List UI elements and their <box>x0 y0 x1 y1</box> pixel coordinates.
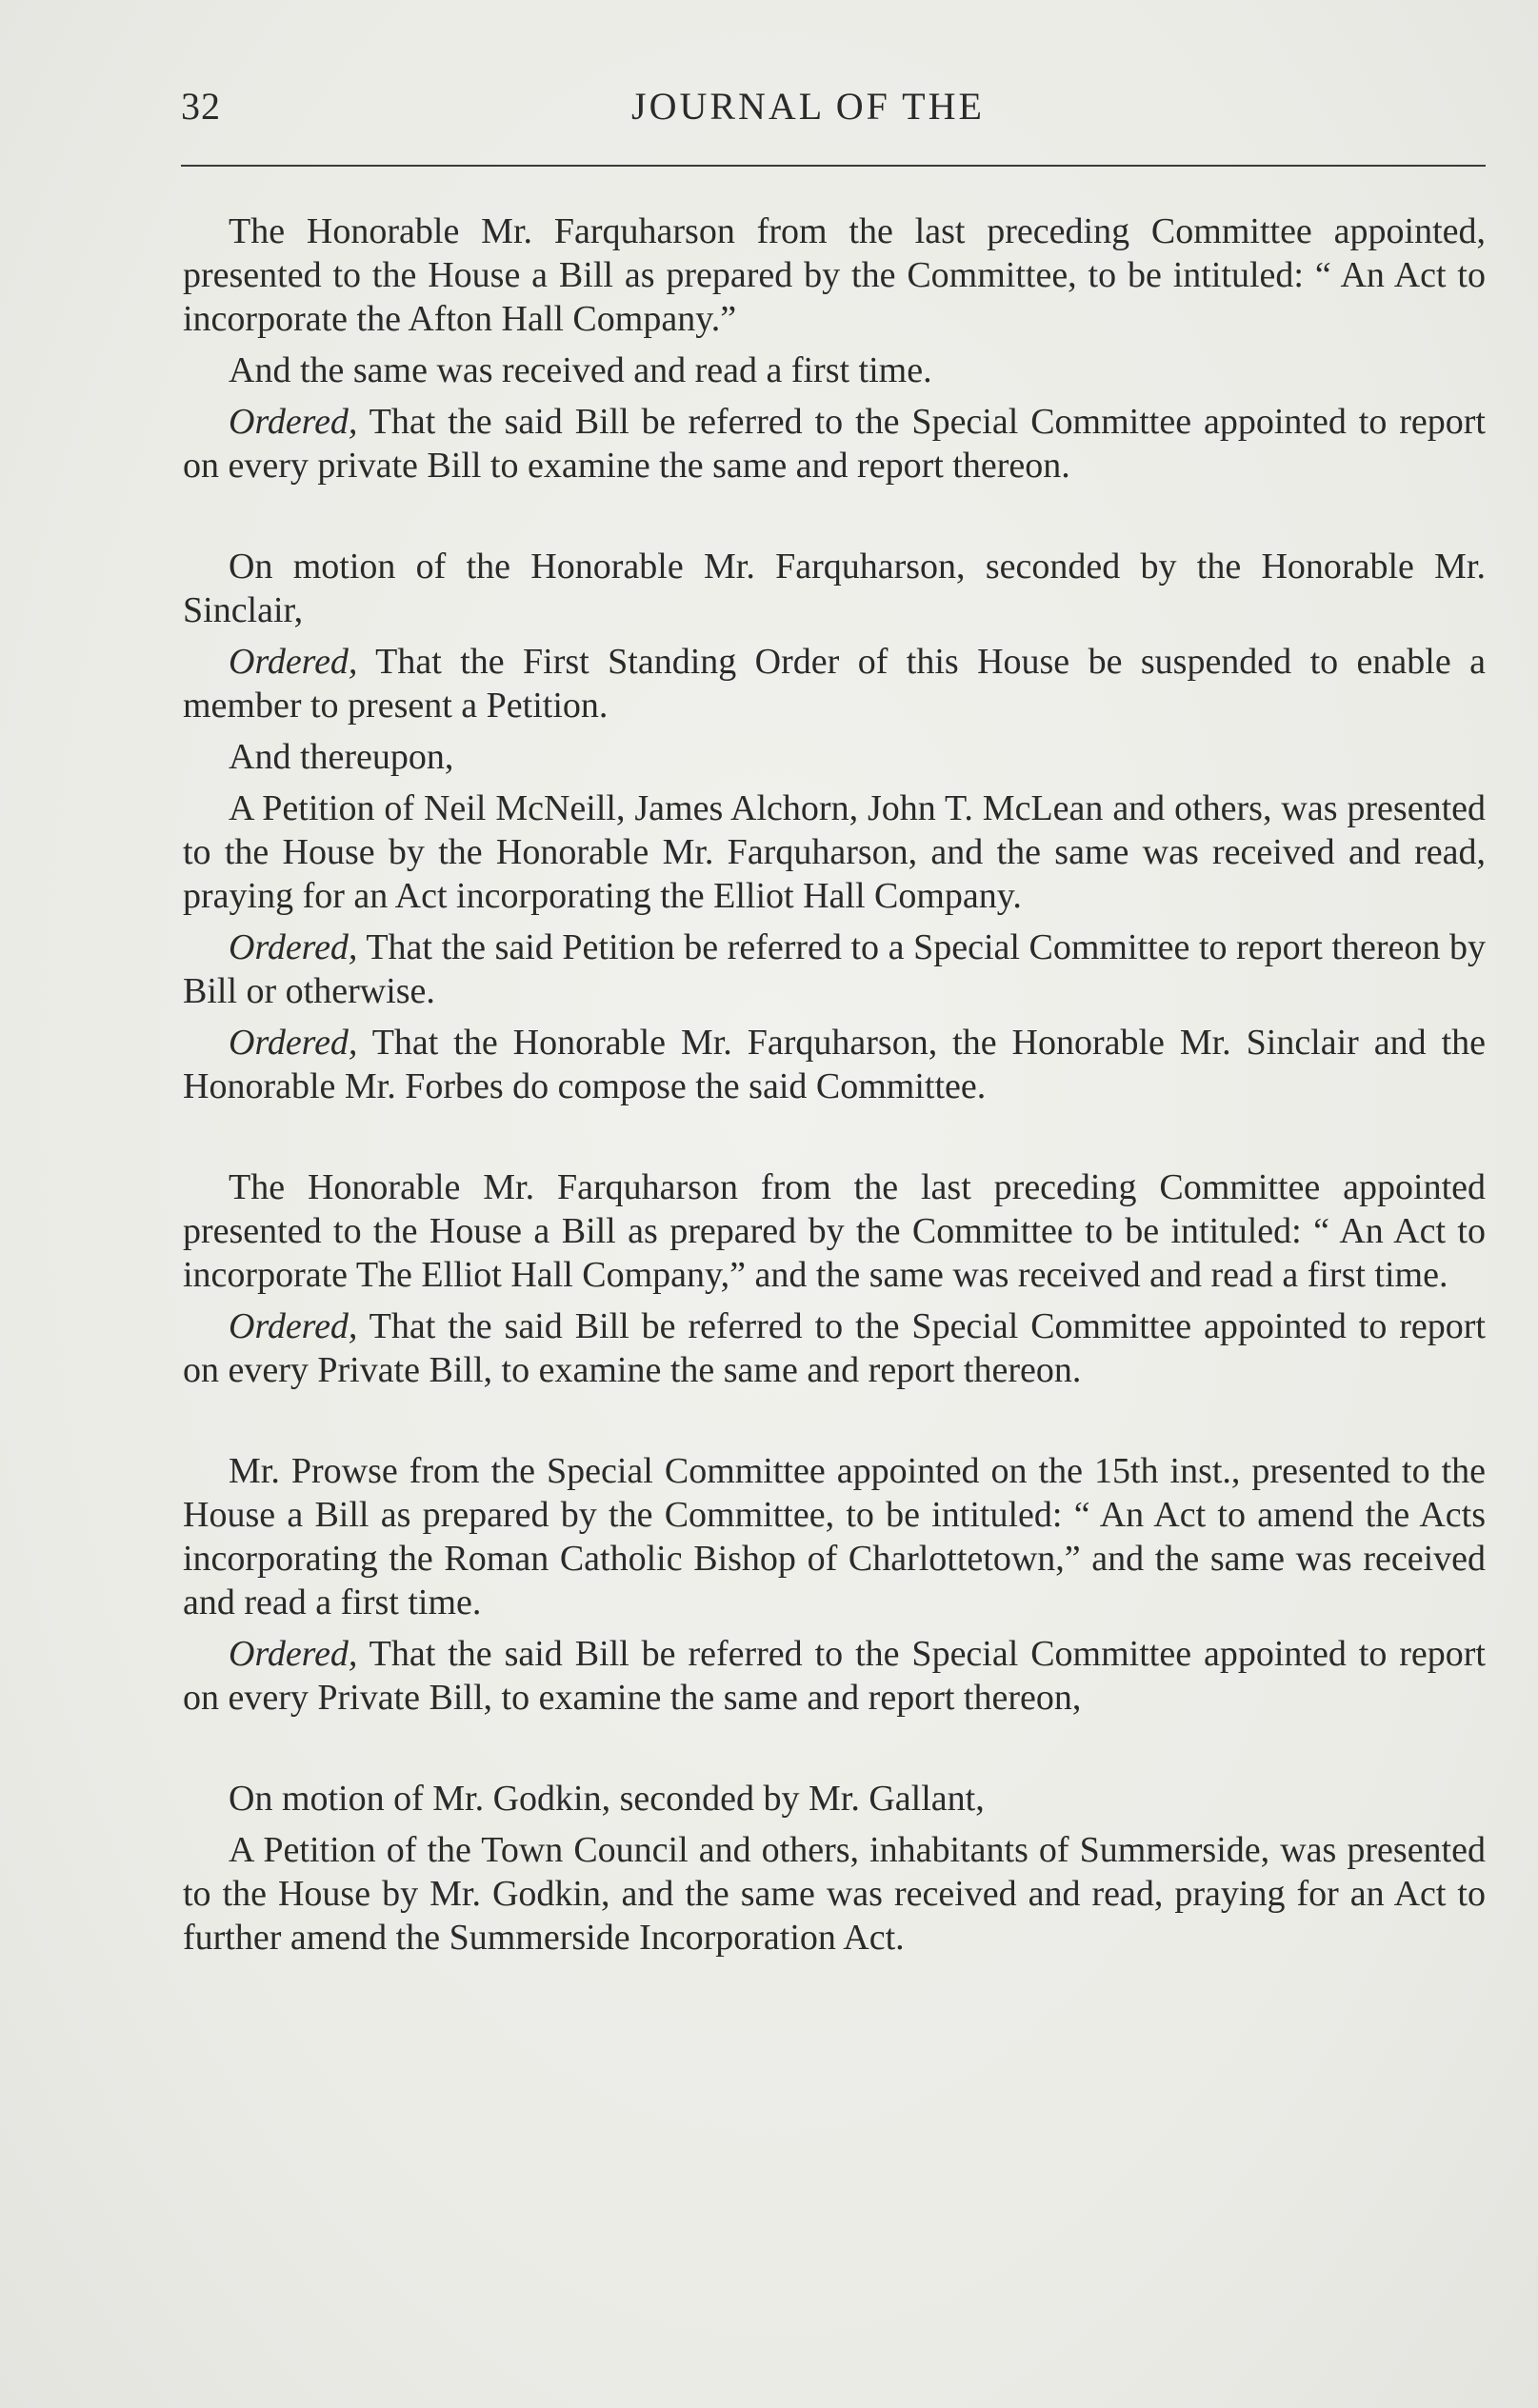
entry-paragraph <box>183 1165 1486 1297</box>
journal-entry <box>183 1777 1486 1960</box>
ordered-lead: Ordered, <box>229 642 358 682</box>
paragraph-text: On motion of the Honorable Mr. Farquharson, seconded by the Honorable Mr. Sinclair, <box>183 547 1486 630</box>
paragraph-text: That the said Petition be referred to a Special Committee to report thereon by Bill or otherwise. <box>183 927 1486 1011</box>
ordered-lead: Ordered, <box>229 927 358 967</box>
entry-paragraph <box>183 1449 1486 1624</box>
paragraph-text: Mr. Prowse from the Special Committee appointed on the 15th inst., presented to the House a Bill as prepared by the Committee, to be intituled: “ An Act to amend the Acts incorporating the Roman Catholic Bishop of Charlottetown,” and the same was received and read a first time. <box>183 1451 1486 1622</box>
paragraph-text: A Petition of the Town Council and others, inhabitants of Summerside, was presented to the House by Mr. Godkin, and the same was received and read, praying for an Act to further amend the Summerside Incorporation Act. <box>183 1830 1486 1958</box>
entry-paragraph <box>183 348 1486 392</box>
ordered-lead: Ordered, <box>229 402 358 442</box>
paragraph-text: That the said Bill be referred to the Special Committee appointed to report on every Private Bill, to examine the same and report thereon, <box>183 1634 1486 1718</box>
paragraph-text: And the same was received and read a first time. <box>229 350 932 390</box>
journal-body <box>183 209 1486 1967</box>
ordered-lead: Ordered, <box>229 1306 358 1346</box>
paragraph-text: And thereupon, <box>229 737 454 777</box>
ordered-lead: Ordered, <box>229 1023 358 1063</box>
entry-paragraph <box>183 1021 1486 1108</box>
entry-paragraph <box>183 1777 1486 1821</box>
entry-paragraph <box>183 1828 1486 1960</box>
page-number: 32 <box>181 85 221 128</box>
entry-paragraph <box>183 786 1486 918</box>
paragraph-text: A Petition of Neil McNeill, James Alchorn, John T. McLean and others, was presented to the House by the Honorable Mr. Farquharson, and the same was received and read, praying for an Act incorporating the Elliot Hall Company. <box>183 788 1486 916</box>
paragraph-text: The Honorable Mr. Farquharson from the last preceding Committee appointed presented to the House a Bill as prepared by the Committee to be intituled: “ An Act to incorporate The Elliot Hall Company,” and the same was received and read a first time. <box>183 1167 1486 1295</box>
running-head: JOURNAL OF THE <box>631 85 985 128</box>
journal-entry <box>183 209 1486 488</box>
paragraph-text: That the Honorable Mr. Farquharson, the Honorable Mr. Sinclair and the Honorable Mr. Forbes do compose the said Committee. <box>183 1023 1486 1106</box>
entry-paragraph <box>183 209 1486 341</box>
journal-entry <box>183 545 1486 1108</box>
entry-paragraph <box>183 640 1486 727</box>
ordered-lead: Ordered, <box>229 1634 358 1674</box>
paragraph-text: That the said Bill be referred to the Special Committee appointed to report on every private Bill to examine the same and report thereon. <box>183 402 1486 486</box>
paragraph-text: On motion of Mr. Godkin, seconded by Mr. Gallant, <box>229 1779 985 1819</box>
journal-entry <box>183 1165 1486 1392</box>
paragraph-text: The Honorable Mr. Farquharson from the last preceding Committee appointed, presented to the House a Bill as prepared by the Committee, to be intituled: “ An Act to incorporate the Afton Hall Company.” <box>183 211 1486 339</box>
journal-entry <box>183 1449 1486 1720</box>
paragraph-text: That the First Standing Order of this House be suspended to enable a member to present a Petition. <box>183 642 1486 726</box>
entry-paragraph <box>183 925 1486 1013</box>
entry-paragraph <box>183 1632 1486 1720</box>
entry-paragraph <box>183 735 1486 779</box>
paragraph-text: That the said Bill be referred to the Special Committee appointed to report on every Private Bill, to examine the same and report thereon. <box>183 1306 1486 1390</box>
entry-paragraph <box>183 545 1486 632</box>
entry-paragraph <box>183 400 1486 488</box>
header-rule <box>181 165 1486 167</box>
entry-paragraph <box>183 1304 1486 1392</box>
page-header <box>181 84 1486 141</box>
